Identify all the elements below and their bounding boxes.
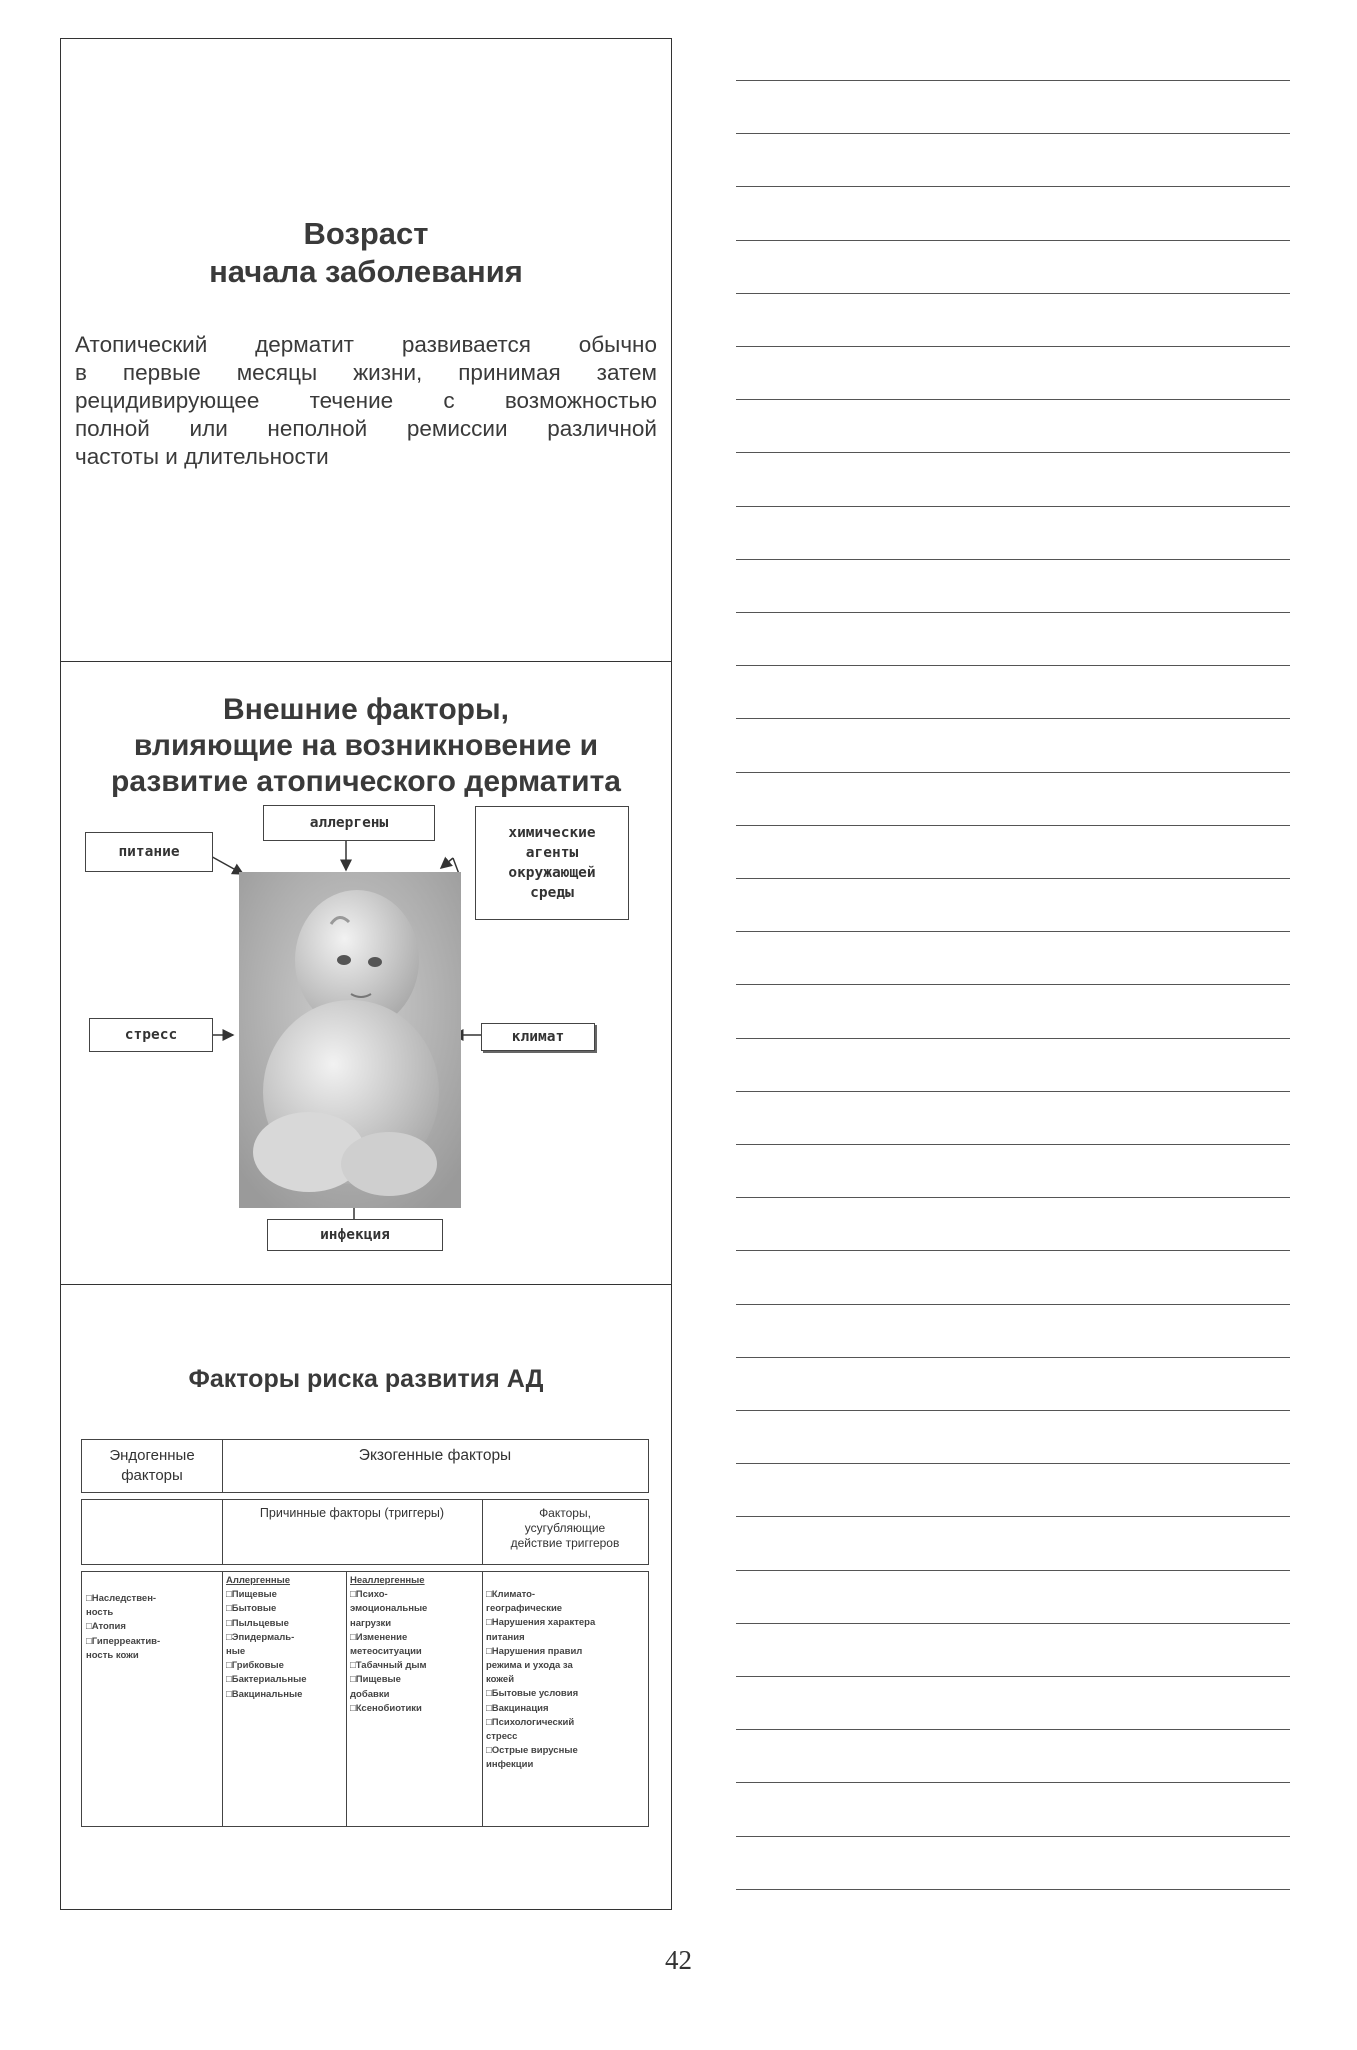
title-line: Возраст: [303, 216, 429, 251]
slide-title: [61, 215, 671, 291]
list-item: □Табачный дым: [350, 1660, 427, 1672]
list-item: □Нарушения характера: [486, 1617, 596, 1629]
note-line: [736, 878, 1290, 879]
divider: [346, 1572, 347, 1826]
header-line: факторы: [121, 1467, 183, 1484]
list-item: ность: [86, 1607, 114, 1619]
divider: [222, 1572, 223, 1826]
slide-external-factors: [60, 661, 672, 1285]
factor-stress: [89, 1018, 213, 1052]
list-item: □Пыльцевые: [226, 1617, 289, 1629]
list-item: □Грибковые: [226, 1660, 284, 1672]
slide-title: Факторы риска развития АД: [188, 1365, 544, 1393]
body-line: рецидивирующее течение с возможностью: [75, 388, 657, 413]
list-item: □Эпидермаль-: [226, 1631, 295, 1643]
body-line: полной или неполной ремиссии различной: [75, 416, 657, 441]
body-line: в первые месяцы жизни, принимая затем: [75, 360, 657, 385]
factor-label: инфекция: [320, 1227, 390, 1243]
factor-infection: [267, 1219, 443, 1251]
list-item: нагрузки: [350, 1617, 392, 1629]
note-line: [736, 665, 1290, 666]
nonallergic-list: [350, 1574, 480, 1716]
note-line: [736, 452, 1290, 453]
note-line: [736, 186, 1290, 187]
list-item: □Гиперреактив-: [86, 1635, 161, 1647]
list-item: □Бытовые: [226, 1603, 277, 1615]
header-line: Эндогенные: [109, 1447, 195, 1464]
title-line: развитие атопического дерматита: [111, 765, 621, 798]
list-item: питания: [486, 1631, 525, 1643]
factor-climate: [481, 1023, 595, 1051]
list-item: кожей: [486, 1674, 515, 1686]
header-line: усугубляющие: [524, 1521, 606, 1535]
note-line: [736, 293, 1290, 294]
note-line: [736, 1410, 1290, 1411]
slide-risk-factors: [60, 1284, 672, 1910]
header-line: Факторы,: [539, 1506, 591, 1520]
header-line: действие триггеров: [510, 1536, 620, 1550]
note-line: [736, 80, 1290, 81]
body-line: частоты и длительности: [75, 444, 329, 469]
table-subheader-row: [81, 1499, 649, 1565]
note-line: [736, 1038, 1290, 1039]
list-header: Аллергенные: [226, 1575, 291, 1586]
note-line: [736, 1782, 1290, 1783]
list-item: □Изменение: [350, 1631, 408, 1643]
factor-label: химические: [508, 825, 596, 841]
baby-photo: [239, 872, 461, 1208]
list-item: □Нарушения правил: [486, 1645, 583, 1657]
list-item: □Ксенобиотики: [350, 1702, 422, 1714]
note-line: [736, 506, 1290, 507]
list-item: □Вакцинация: [486, 1702, 549, 1714]
list-item: □Атопия: [86, 1621, 126, 1633]
factor-label: стресс: [124, 1027, 178, 1043]
list-header: Неаллергенные: [350, 1575, 425, 1586]
note-line: [736, 240, 1290, 241]
note-line: [736, 1836, 1290, 1837]
endogenous-header: [82, 1446, 222, 1486]
note-line: [736, 1729, 1290, 1730]
list-item: инфекции: [486, 1759, 534, 1771]
note-line: [736, 133, 1290, 134]
list-item: стресс: [486, 1731, 518, 1743]
note-line: [736, 772, 1290, 773]
list-item: эмоциональные: [350, 1603, 428, 1615]
factor-label: питание: [118, 844, 180, 860]
list-item: □Наследствен-: [86, 1593, 157, 1604]
note-line: [736, 1463, 1290, 1464]
endogenous-list: [86, 1592, 220, 1663]
note-line: [736, 1357, 1290, 1358]
list-item: метеоситуации: [350, 1646, 422, 1658]
body-line: Атопический дерматит развивается обычно: [75, 332, 657, 357]
note-line: [736, 1570, 1290, 1571]
list-item: географические: [486, 1603, 563, 1615]
list-item: ность кожи: [86, 1649, 139, 1661]
list-item: добавки: [350, 1688, 390, 1700]
exogenous-header: Экзогенные факторы: [358, 1447, 512, 1464]
factor-allergens: [263, 805, 435, 841]
table-body-row: [81, 1571, 649, 1827]
list-item: □Острые вирусные: [486, 1745, 578, 1757]
note-line: [736, 1623, 1290, 1624]
slide-onset-age: [60, 38, 672, 662]
note-line: [736, 346, 1290, 347]
list-item: ные: [226, 1646, 246, 1658]
factor-label: среды: [530, 885, 574, 901]
list-item: □Психологический: [486, 1716, 575, 1728]
title-line: Внешние факторы,: [223, 693, 509, 726]
list-item: □Вакцинальные: [226, 1688, 303, 1700]
list-item: □Бактериальные: [226, 1674, 307, 1686]
list-item: □Психо-: [350, 1589, 388, 1601]
title-line: начала заболевания: [209, 254, 523, 289]
list-item: □Бытовые условия: [486, 1688, 579, 1700]
note-line: [736, 718, 1290, 719]
factor-label: климат: [511, 1029, 565, 1045]
factor-label: окружающей: [508, 865, 596, 881]
note-line: [736, 1197, 1290, 1198]
title-line: влияющие на возникновение и: [133, 729, 599, 762]
list-item: □Пищевые: [226, 1589, 277, 1601]
page-number: 42: [665, 1945, 692, 1975]
note-line: [736, 1676, 1290, 1677]
list-item: режима и ухода за: [486, 1660, 573, 1672]
factor-label: аллергены: [309, 815, 389, 831]
list-item: □Климато-: [486, 1589, 536, 1600]
list-item: □Пищевые: [350, 1674, 401, 1686]
note-line: [736, 559, 1290, 560]
note-line: [736, 825, 1290, 826]
factor-label: агенты: [525, 845, 579, 861]
note-line: [736, 1250, 1290, 1251]
triggers-header: Причинные факторы (триггеры): [259, 1506, 445, 1520]
factor-chemical-agents: [475, 806, 629, 920]
note-line: [736, 984, 1290, 985]
aggravating-list: [486, 1588, 648, 1773]
note-line: [736, 1304, 1290, 1305]
note-line: [736, 1516, 1290, 1517]
divider: [482, 1572, 483, 1826]
allergic-list: [226, 1574, 346, 1702]
slide-body-text: [75, 331, 657, 471]
factor-food: [85, 832, 213, 872]
aggravating-header: [482, 1506, 648, 1551]
note-line: [736, 399, 1290, 400]
note-line: [736, 612, 1290, 613]
note-line: [736, 931, 1290, 932]
table-header-row: [81, 1439, 649, 1493]
note-line: [736, 1091, 1290, 1092]
note-line: [736, 1889, 1290, 1890]
note-line: [736, 1144, 1290, 1145]
